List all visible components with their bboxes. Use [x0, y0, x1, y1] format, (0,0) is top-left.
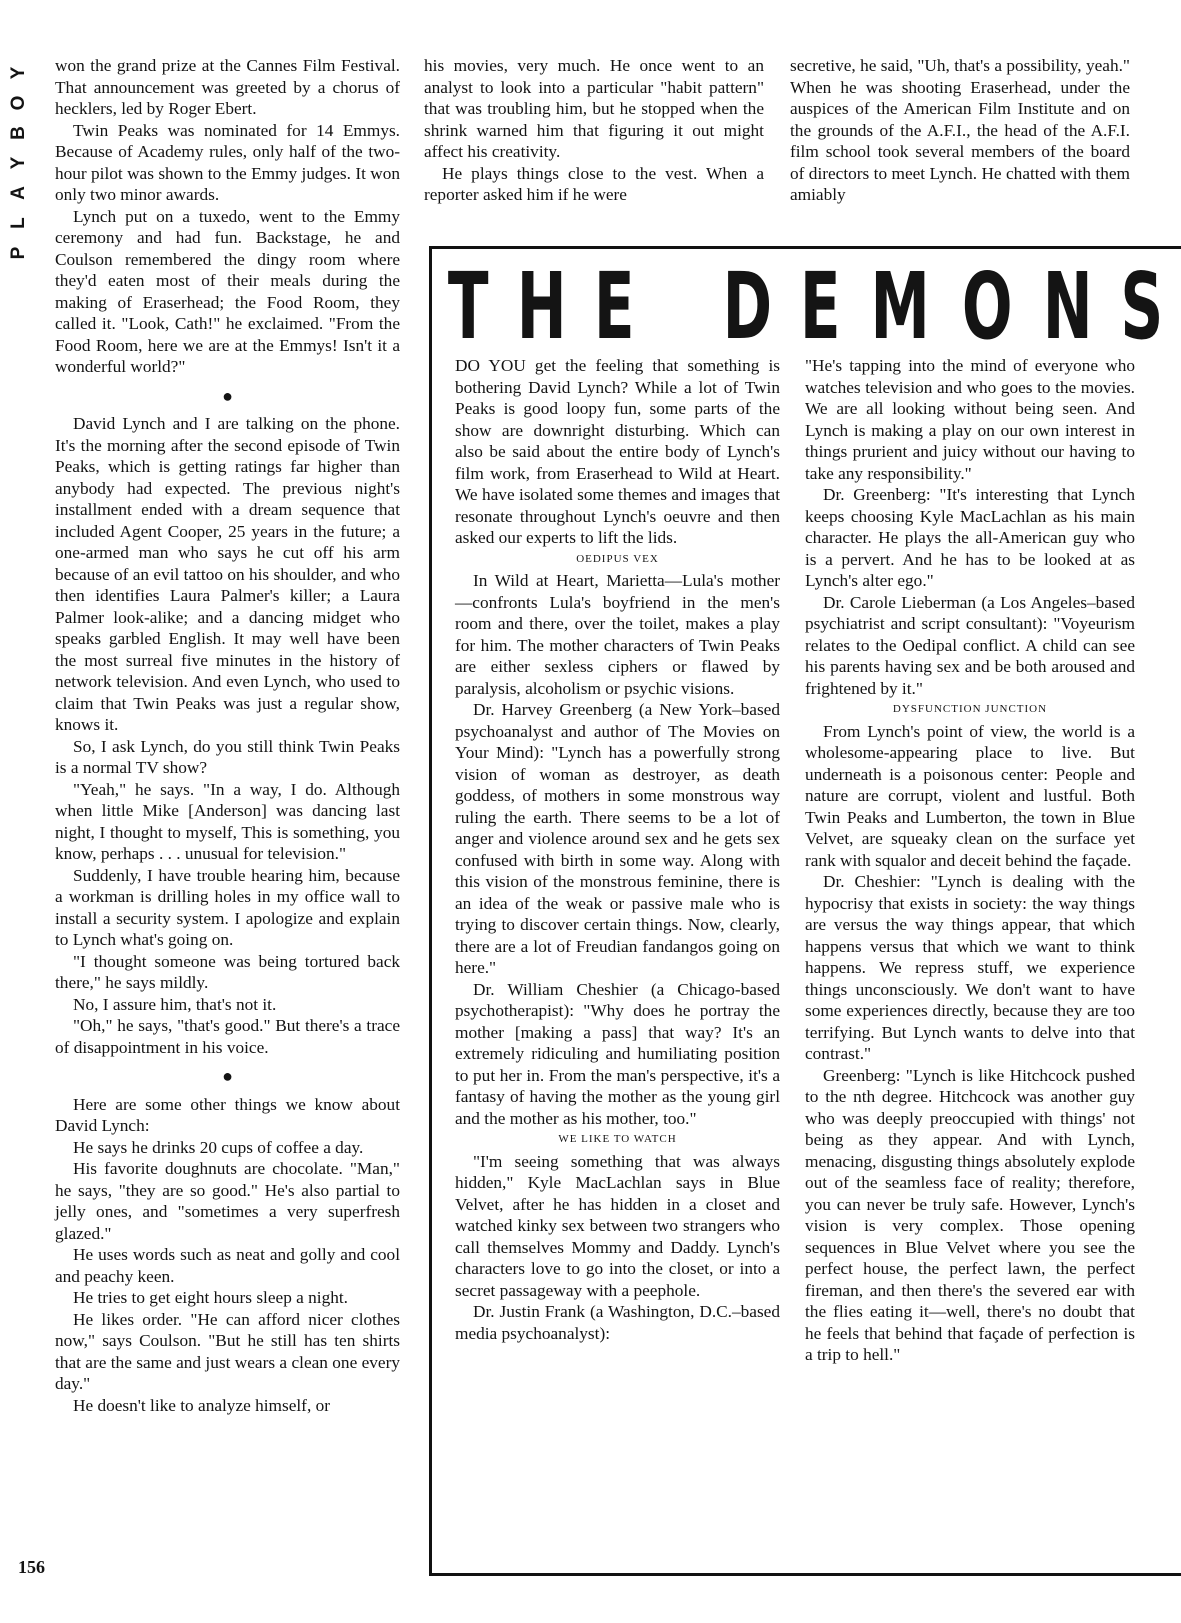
- section-bullet: ●: [222, 385, 233, 406]
- sidebar-headline: [440, 253, 1172, 360]
- paragraph: Suddenly, I have trouble hearing him, because a workman is drilling holes in my office wall to install a security system. I apologize and explain to Lynch what's going on.: [55, 865, 400, 949]
- right-top-column: [790, 55, 1130, 206]
- headline-letter: O: [961, 253, 1013, 360]
- paragraph: David Lynch and I are talking on the phone. It's the morning after the second episode of Twin Peaks, which is getting ratings far higher than anybody had expected. The previous night's installment ended with a dream sequence that included Agent Cooper, 25 years in the future; a one-armed man who says he cut off his arm because of an evil tattoo on his shoulder, and who then identifies Laura Palmer's killer; a Laura Palmer look-alike; and a dancing midget who speaks garbled English. It may well have been the most surreal five minutes in the history of network television. And even Lynch, who used to claim that Twin Peaks was just a regular show, knows it.: [55, 414, 400, 734]
- paragraph: He says he drinks 20 cups of coffee a day.: [73, 1137, 364, 1157]
- running-head-letters: [8, 58, 34, 268]
- sidebar-column-1: [455, 355, 780, 1344]
- headline-letter: M: [870, 253, 931, 360]
- paragraph: Dr. Harvey Greenberg (a New York–based psychoanalyst and author of The Movies on Your Mind): "Lynch has a powerfully strong vision of woman as destroyer, as death goddess, of mothers in some monstrous way ruling the earth. There seems to be a lot of anger and violence around sex and he gets sex confused with birth in some way. Along with this vision of the monstrous feminine, there is an idea of the weak or passive male who is trying to discover certain things. Now, clearly, there are a lot of Freudian fandangos going on here.": [455, 700, 780, 977]
- paragraph: He uses words such as neat and golly and cool and peachy keen.: [55, 1245, 400, 1286]
- paragraph: won the grand prize at the Cannes Film Festival. That announcement was greeted by a chorus of hecklers, led by Roger Ebert.: [55, 56, 400, 118]
- paragraph: In Wild at Heart, Marietta—Lula's mother—confronts Lula's boyfriend in the men's room and there, over the toilet, makes a play for him. The mother characters of Twin Peaks are either sexless ciphers or flawed by paralysis, alcoholism or psychic visions.: [455, 571, 780, 698]
- running-head-letter: Y: [8, 156, 29, 170]
- paragraph: From Lynch's point of view, the world is a wholesome-appearing place to live. But underneath is a poisonous center: People and nature are corrupt, violent and lustful. Both Twin Peaks and Lumberton, the town in Blue Velvet, are squeaky clean on the surface yet rank with squalor and deceit behind the façade.: [805, 721, 1135, 870]
- paragraph: Dr. Greenberg: "It's interesting that Lynch keeps choosing Kyle MacLachlan as his main character. He plays the all-American guy who is a pervert. And he has to be looked at as Lynch's alter ego.": [805, 485, 1135, 590]
- headline-letter: E: [800, 253, 842, 360]
- paragraph: Dr. Justin Frank (a Washington, D.C.–based media psychoanalyst):: [455, 1302, 780, 1343]
- running-head-letter: O: [8, 95, 29, 111]
- sidebar-column-2: [805, 355, 1135, 1366]
- paragraph: Lynch put on a tuxedo, went to the Emmy ceremony and had fun. Backstage, he and Coulson remembered the dingy room where they'd eaten most of their meals during the making of Eraserhead; the Food Room, they called it. "Look, Cath!" he exclaimed. "From the Food Room, here we are at the Emmys! Isn't it a wonderful world?": [55, 206, 400, 376]
- headline-letter: N: [1042, 253, 1093, 360]
- running-head-letter: L: [8, 217, 29, 229]
- paragraph: No, I assure him, that's not it.: [73, 994, 277, 1014]
- sidebar-intro: DO YOU get the feeling that something is bothering David Lynch? While a lot of Twin Peaks is good loopy fun, some parts of the show are downright disturbing. Which can also be said about the entire body of Lynch's film work, from Eraserhead to Wild at Heart. We have isolated some themes and images that resonate throughout Lynch's oeuvre and then asked our experts to lift the lids.: [455, 356, 780, 547]
- paragraph: He doesn't like to analyze himself, or: [73, 1395, 330, 1415]
- paragraph: His favorite doughnuts are chocolate. "Man," he says, "they are so good." He's also partial to jelly ones, and "sometimes a very superfresh glazed.": [55, 1159, 400, 1243]
- middle-top-column: [424, 55, 764, 206]
- running-head-letter: B: [8, 126, 29, 140]
- paragraph: He tries to get eight hours sleep a night.: [73, 1288, 348, 1307]
- subheading: WE LIKE TO WATCH: [558, 1133, 677, 1145]
- paragraph: Dr. Cheshier: "Lynch is dealing with the hypocrisy that exists in society: the way things are versus the way things appear, that which happens versus that which we want to think happens. We repress stuff, we experience things unconsciously. We don't want to have some experiences directly, because they are too terrifying. But Lynch wants to delve into that contrast.": [805, 872, 1135, 1063]
- running-head-letter: P: [8, 246, 29, 260]
- headline-letter: E: [594, 253, 636, 360]
- paragraph: Twin Peaks was nominated for 14 Emmys. Because of Academy rules, only half of the two-hour pilot was shown to the Emmy judges. It won only two minor awards.: [55, 120, 400, 204]
- paragraph: secretive, he said, "Uh, that's a possibility, yeah." When he was shooting Eraserhead, under the auspices of the American Film Institute and on the grounds of the A.F.I., the head of the A.F.I. film school took several members of the board of directors to meet Lynch. He chatted with them amiably: [790, 56, 1130, 204]
- paragraph: He likes order. "He can afford nicer clothes now," says Coulson. "But he still has ten shirts that are the same and just wears a clean one every day.": [55, 1309, 400, 1393]
- paragraph: "Oh," he says, "that's good." But there's a trace of disappointment in his voice.: [55, 1016, 400, 1057]
- running-head-letter: Y: [8, 66, 29, 80]
- headline-letter: D: [722, 253, 773, 360]
- paragraph: "I'm seeing something that was always hidden," Kyle MacLachlan says in Blue Velvet, after he has hidden in a closet and watched kinky sex between two strangers who call themselves Mommy and Daddy. Lynch's characters love to go into the closet, or into a secret passageway with a peephole.: [455, 1151, 780, 1300]
- paragraph: Dr. Carole Lieberman (a Los Angeles–based psychiatrist and script consultant): "Voyeurism relates to the Oedipal conflict. A child can see his parents having sex and be both aroused and frightened by it.": [805, 592, 1135, 698]
- paragraph: "He's tapping into the mind of everyone who watches television and who goes to the movies. We are all looking without being seen. And Lynch is making a play on our own interest in things prurient and juicy without our having to take any responsibility.": [805, 356, 1135, 483]
- paragraph: He plays things close to the vest. When a reporter asked him if he were: [424, 163, 764, 204]
- paragraph: "I thought someone was being tortured back there," he says mildly.: [55, 951, 400, 992]
- subheading: OEDIPUS VEX: [576, 552, 659, 565]
- magazine-running-head: [8, 58, 34, 268]
- subheading: DYSFUNCTION JUNCTION: [892, 703, 1048, 715]
- paragraph: Dr. William Cheshier (a Chicago-based psychotherapist): "Why does he portray the mother [making a pass] that way? It's an extremely ridiculing and humiliating position to put her in. From the man's perspective, it's a fantasy of having the mother as the young girl and the mother as his mother, too.": [455, 979, 780, 1128]
- running-head-letter: A: [8, 186, 29, 200]
- headline-letter: S: [1120, 253, 1164, 360]
- left-column: [55, 55, 400, 1416]
- section-bullet: ●: [222, 1066, 233, 1086]
- page-number: 156: [18, 1557, 45, 1577]
- paragraph: Here are some other things we know about David Lynch:: [55, 1094, 400, 1135]
- headline-letter: T: [447, 253, 489, 360]
- paragraph: "Yeah," he says. "In a way, I do. Although when little Mike [Anderson] was dancing last night, I thought to myself, This is something, you know, perhaps . . . unusual for television.": [55, 779, 400, 863]
- paragraph: So, I ask Lynch, do you still think Twin Peaks is a normal TV show?: [55, 736, 400, 777]
- paragraph: his movies, very much. He once went to an analyst to look into a particular "habit pattern" that was troubling him, but he stopped when the shrink warned him that figuring it out might affect his creativity.: [424, 56, 764, 161]
- headline-letter: H: [516, 253, 567, 360]
- paragraph: Greenberg: "Lynch is like Hitchcock pushed to the nth degree. Hitchcock was another guy who was deeply preoccupied with things' not being as they appear. And with Lynch, menacing, disgusting things absolutely explode out of the seamless face of reality; therefore, you can never be truly safe. However, Lynch's vision is very complex. Those opening sequences in Blue Velvet where you see the perfect house, the perfect lawn, the perfect fireman, and then there's the severed ear with the flies eating it—well, there's no doubt that he feels that behind that façade of perfection is a trip to hell.": [805, 1065, 1135, 1364]
